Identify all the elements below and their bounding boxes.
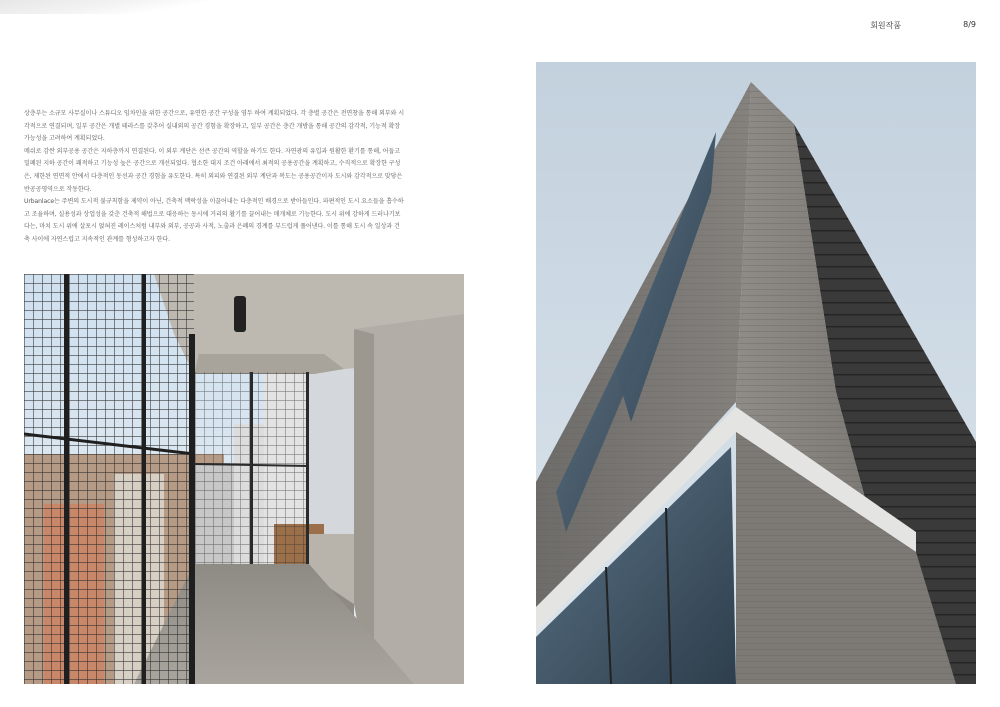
building-tower-photo [536, 62, 976, 684]
page-number: 8/9 [963, 20, 976, 29]
balcony-corridor-photo [24, 274, 464, 684]
article-body [24, 108, 404, 247]
paragraph: Urbanlace는 주변의 도시적 불규칙함을 제약이 아닌, 건축적 맥락성을 이끌어내는 다층적인 배경으로 받아들인다. 파편적인 도시 요소들을 흡수하고 조율하며, 실용성과 상업성을 갖춘 건축적 해법으로 대응하는 동시에 거리의 활기를 끌어내는 매개체로 기능한다. 도시 위에 강하게 드러나기보다는, 마치 도시 위에 살포시 얹혀진 레이스처럼 내부와 외부, 공공과 사적, 노출과 은폐의 경계를 부드럽게 풀어낸다. 이를 통해 도시 속 일상과 건축 사이에 자연스럽고 지속적인 관계를 형성하고자 한다. [24, 198, 404, 243]
section-label: 회원작품 [870, 21, 902, 30]
page-header [870, 20, 976, 31]
page-corner-shadow [0, 0, 240, 14]
paragraph: 메쉬로 감싼 외부공용 공간은 지하층까지 연결된다. 이 외부 계단은 선큰 공간의 역할을 하기도 한다. 자연광의 유입과 원활한 환기를 통해, 어둡고 밀폐된 지하 공간이 쾌적하고 기능성 높은 공간으로 개선되었다. 협소한 대지 조건 아래에서 최적의 공용공간을 계획하고, 수직적으로 확장한 구성은, 제한된 연면적 안에서 다층적인 동선과 공간 경험을 유도한다. 특히 외피와 연결된 외부 계단과 복도는 공용공간이자 도시와 감각적으로 맞닿은 반공공영역으로 작동한다. [24, 147, 403, 193]
ceiling-light-fixture [234, 296, 246, 332]
paragraph: 상층부는 소규모 사무실이나 스튜디오 임차인을 위한 공간으로, 유연한 공간 구성을 염두 하여 계획되었다. 각 층별 공간은 전면창을 통해 외부와 시각적으로 연결되며, 일부 공간은 개별 테라스를 갖추어 실내외의 공간 경험을 확장하고, 일부 공간은 층간 개방을 통해 공간의 감각적, 기능적 확장 가능성을 고려하여 계획되었다. [24, 110, 404, 143]
